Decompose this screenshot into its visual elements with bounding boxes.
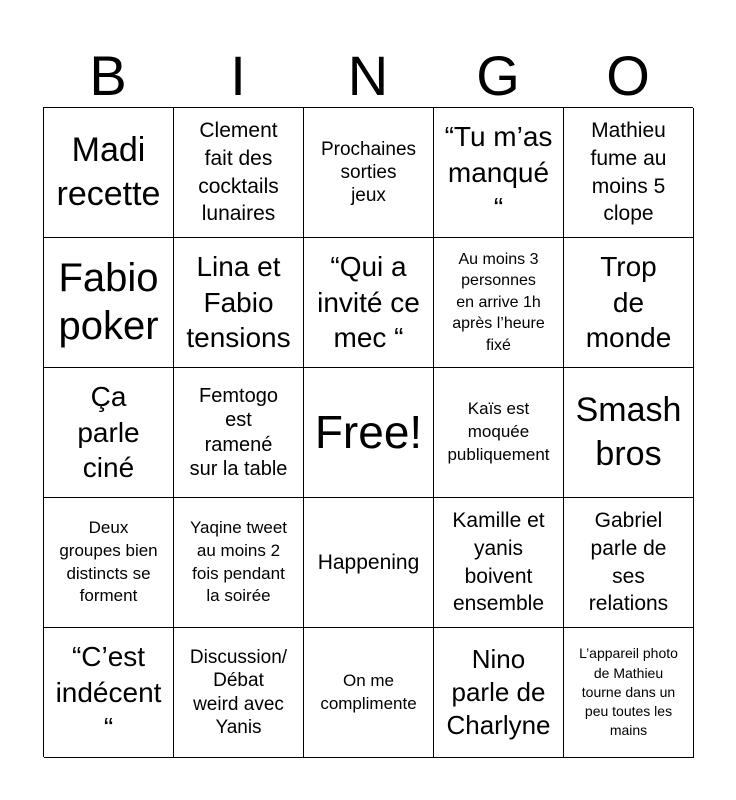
cell-text: Nino parle de Charlyne <box>446 643 551 741</box>
cell-text: Fabio poker <box>58 256 159 348</box>
bingo-cell[interactable] <box>434 108 564 238</box>
bingo-cell[interactable] <box>304 498 434 628</box>
bingo-board <box>43 107 693 757</box>
cell-text: Kaïs est moquée publiquement <box>447 399 550 464</box>
cell-text: On me complimente <box>320 670 417 713</box>
bingo-cell[interactable] <box>304 368 434 498</box>
bingo-cell[interactable] <box>174 628 304 758</box>
header-letter-b: B <box>89 44 127 107</box>
cell-text: “Qui a invité ce mec “ <box>317 250 420 354</box>
cell-text: Femtogo est ramené sur la table <box>189 384 288 480</box>
bingo-cell[interactable] <box>44 238 174 368</box>
cell-text: L’appareil photo de Mathieu tourne dans un peu toutes les mains <box>579 645 678 739</box>
bingo-cell[interactable] <box>304 628 434 758</box>
bingo-cell[interactable] <box>434 368 564 498</box>
bingo-cell[interactable] <box>434 498 564 628</box>
cell-text: Lina et Fabio tensions <box>186 250 291 354</box>
bingo-cell[interactable] <box>564 498 694 628</box>
bingo-cell[interactable] <box>174 368 304 498</box>
cell-text: Gabriel parle de ses relations <box>588 509 669 616</box>
cell-text: Discussion/ Débat weird avec Yanis <box>189 647 288 738</box>
cell-text: Mathieu fume au moins 5 clope <box>590 119 667 226</box>
bingo-cell[interactable] <box>564 238 694 368</box>
bingo-cell[interactable] <box>44 628 174 758</box>
bingo-header <box>43 44 693 108</box>
cell-text: Madi recette <box>56 130 161 213</box>
cell-text: Au moins 3 personnes en arrive 1h après l’heure fixé <box>452 250 545 354</box>
cell-text: Kamille et yanis boivent ensemble <box>452 509 545 616</box>
cell-text: Clement fait des cocktails lunaires <box>198 119 279 226</box>
cell-text: “C’est indécent “ <box>55 640 162 744</box>
cell-text: Happening <box>317 550 420 574</box>
cell-text: Smash bros <box>575 390 682 473</box>
bingo-cell[interactable] <box>304 238 434 368</box>
header-letter-o: O <box>606 44 650 107</box>
bingo-cell[interactable] <box>44 498 174 628</box>
bingo-cell[interactable] <box>564 628 694 758</box>
cell-text: “Tu m’as manqué “ <box>444 120 553 224</box>
bingo-cell[interactable] <box>434 238 564 368</box>
cell-text: Ça parle ciné <box>77 380 140 484</box>
header-letter-g: G <box>476 44 520 107</box>
header-letter-n: N <box>347 44 389 107</box>
bingo-cell[interactable] <box>44 368 174 498</box>
cell-text: Trop de monde <box>585 250 672 354</box>
cell-text: Deux groupes bien distincts se forment <box>59 517 158 606</box>
bingo-cell[interactable] <box>564 108 694 238</box>
bingo-cell[interactable] <box>44 108 174 238</box>
cell-text: Yaqine tweet au moins 2 fois pendant la soirée <box>189 517 288 606</box>
header-letter-i: I <box>230 44 246 107</box>
bingo-cell[interactable] <box>304 108 434 238</box>
cell-text: Prochaines sorties jeux <box>320 138 417 207</box>
free-space: Free! <box>314 406 423 459</box>
bingo-cell[interactable] <box>174 108 304 238</box>
bingo-cell[interactable] <box>434 628 564 758</box>
bingo-cell[interactable] <box>564 368 694 498</box>
bingo-cell[interactable] <box>174 498 304 628</box>
bingo-cell[interactable] <box>174 238 304 368</box>
